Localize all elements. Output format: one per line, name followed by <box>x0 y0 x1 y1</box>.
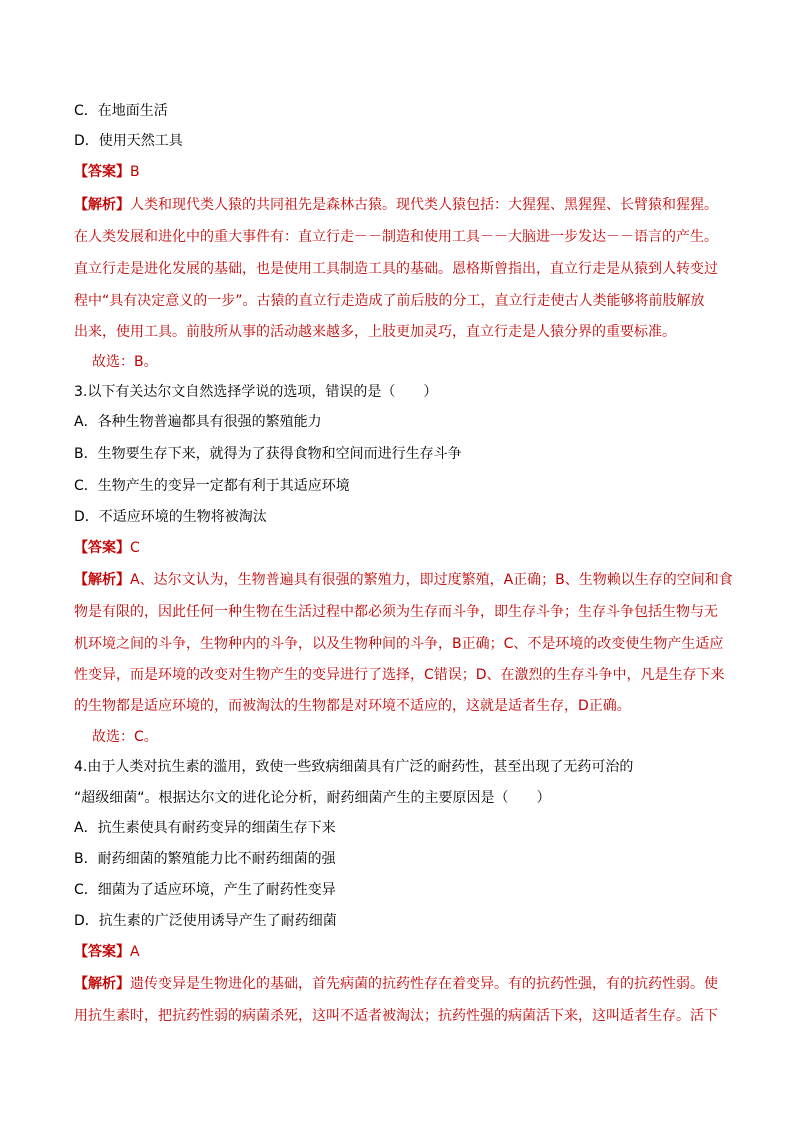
q4-analysis-line: 【解析】遗传变异是生物进化的基础，首先病菌的抗药性存在着变异。有的抗药性强，有的抗药性弱。使 <box>74 976 718 992</box>
q4-analysis-line: 用抗生素时，把抗药性弱的病菌杀死，这叫不适者被淘汰；抗药性强的病菌活下来，这叫适者生存。活下 <box>74 1008 718 1024</box>
q2-choice: 故选：B。 <box>92 354 158 370</box>
answer-value: C <box>130 540 140 556</box>
q3-analysis-line: 【解析】A、达尔文认为，生物普遍具有很强的繁殖力，即过度繁殖，A正确；B、生物赖以生存的空间和食 <box>74 572 733 588</box>
q4-option-d: D．抗生素的广泛使用诱导产生了耐药细菌 <box>74 913 337 929</box>
q2-analysis-line: 程中“具有决定意义的一步”。古猿的直立行走造成了前后肢的分工，直立行走使古人类能够将前肢解放 <box>74 293 705 309</box>
q2-option-c: C．在地面生活 <box>74 103 168 119</box>
q4-option-c: C．细菌为了适应环境，产生了耐药性变异 <box>74 882 336 898</box>
q3-analysis-line: 物是有限的，因此任何一种生物在生活过程中都必须为生存而斗争，即生存斗争；生存斗争包括生物与无 <box>74 604 718 620</box>
q2-analysis-line: 直立行走是进化发展的基础，也是使用工具制造工具的基础。恩格斯曾指出，直立行走是从猿到人转变过 <box>74 261 718 277</box>
q2-answer <box>74 162 140 182</box>
q4-stem: “超级细菌“。根据达尔文的进化论分析，耐药细菌产生的主要原因是（ ） <box>74 790 551 806</box>
answer-value: A <box>130 944 140 960</box>
q4-stem: 4.由于人类对抗生素的滥用，致使一些致病细菌具有广泛的耐药性，甚至出现了无药可治的 <box>74 759 634 775</box>
answer-label: 【答案】 <box>74 944 130 960</box>
q3-analysis-line: 性变异，而是环境的改变对生物产生的变异进行了选择，C错误；D、在激烈的生存斗争中，凡是生存下来 <box>74 667 725 683</box>
answer-label: 【答案】 <box>74 540 130 556</box>
q4-option-b: B．耐药细菌的繁殖能力比不耐药细菌的强 <box>74 851 336 867</box>
q2-analysis-line: 在人类发展和进化中的重大事件有：直立行走－－制造和使用工具－－大脑进一步发达－－语言的产生。 <box>74 229 718 245</box>
q4-answer <box>74 942 140 962</box>
q3-option-d: D．不适应环境的生物将被淘汰 <box>74 509 267 525</box>
q3-stem: 3.以下有关达尔文自然选择学说的选项，错误的是（ ） <box>74 384 438 400</box>
q2-analysis-line: 【解析】人类和现代类人猿的共同祖先是森林古猿。现代类人猿包括：大猩猩、黑猩猩、长臂猿和猩猩。 <box>74 197 718 213</box>
q2-analysis-line: 出来，使用工具。前肢所从事的活动越来越多，上肢更加灵巧，直立行走是人猿分界的重要标准。 <box>74 324 676 340</box>
analysis-label: 【解析】 <box>74 976 130 992</box>
analysis-label: 【解析】 <box>74 197 130 213</box>
q3-option-c: C．生物产生的变异一定都有利于其适应环境 <box>74 478 350 494</box>
q3-analysis-line: 机环境之间的斗争，生物种内的斗争，以及生物种间的斗争，B正确；C、不是环境的改变使生物产生适应 <box>74 636 724 652</box>
q3-analysis-line: 的生物都是适应环境的，而被淘汰的生物都是对环境不适应的，这就是适者生存，D正确。 <box>74 698 631 714</box>
q3-choice: 故选：C。 <box>92 729 158 745</box>
q4-option-a: A．抗生素使具有耐药变异的细菌生存下来 <box>74 820 336 836</box>
analysis-label: 【解析】 <box>74 572 130 588</box>
q2-option-d: D．使用天然工具 <box>74 133 183 149</box>
answer-label: 【答案】 <box>74 164 130 180</box>
q3-option-b: B．生物要生存下来，就得为了获得食物和空间而进行生存斗争 <box>74 446 462 462</box>
q3-option-a: A．各种生物普遍都具有很强的繁殖能力 <box>74 414 322 430</box>
q3-answer <box>74 538 140 558</box>
answer-value: B <box>130 164 140 180</box>
